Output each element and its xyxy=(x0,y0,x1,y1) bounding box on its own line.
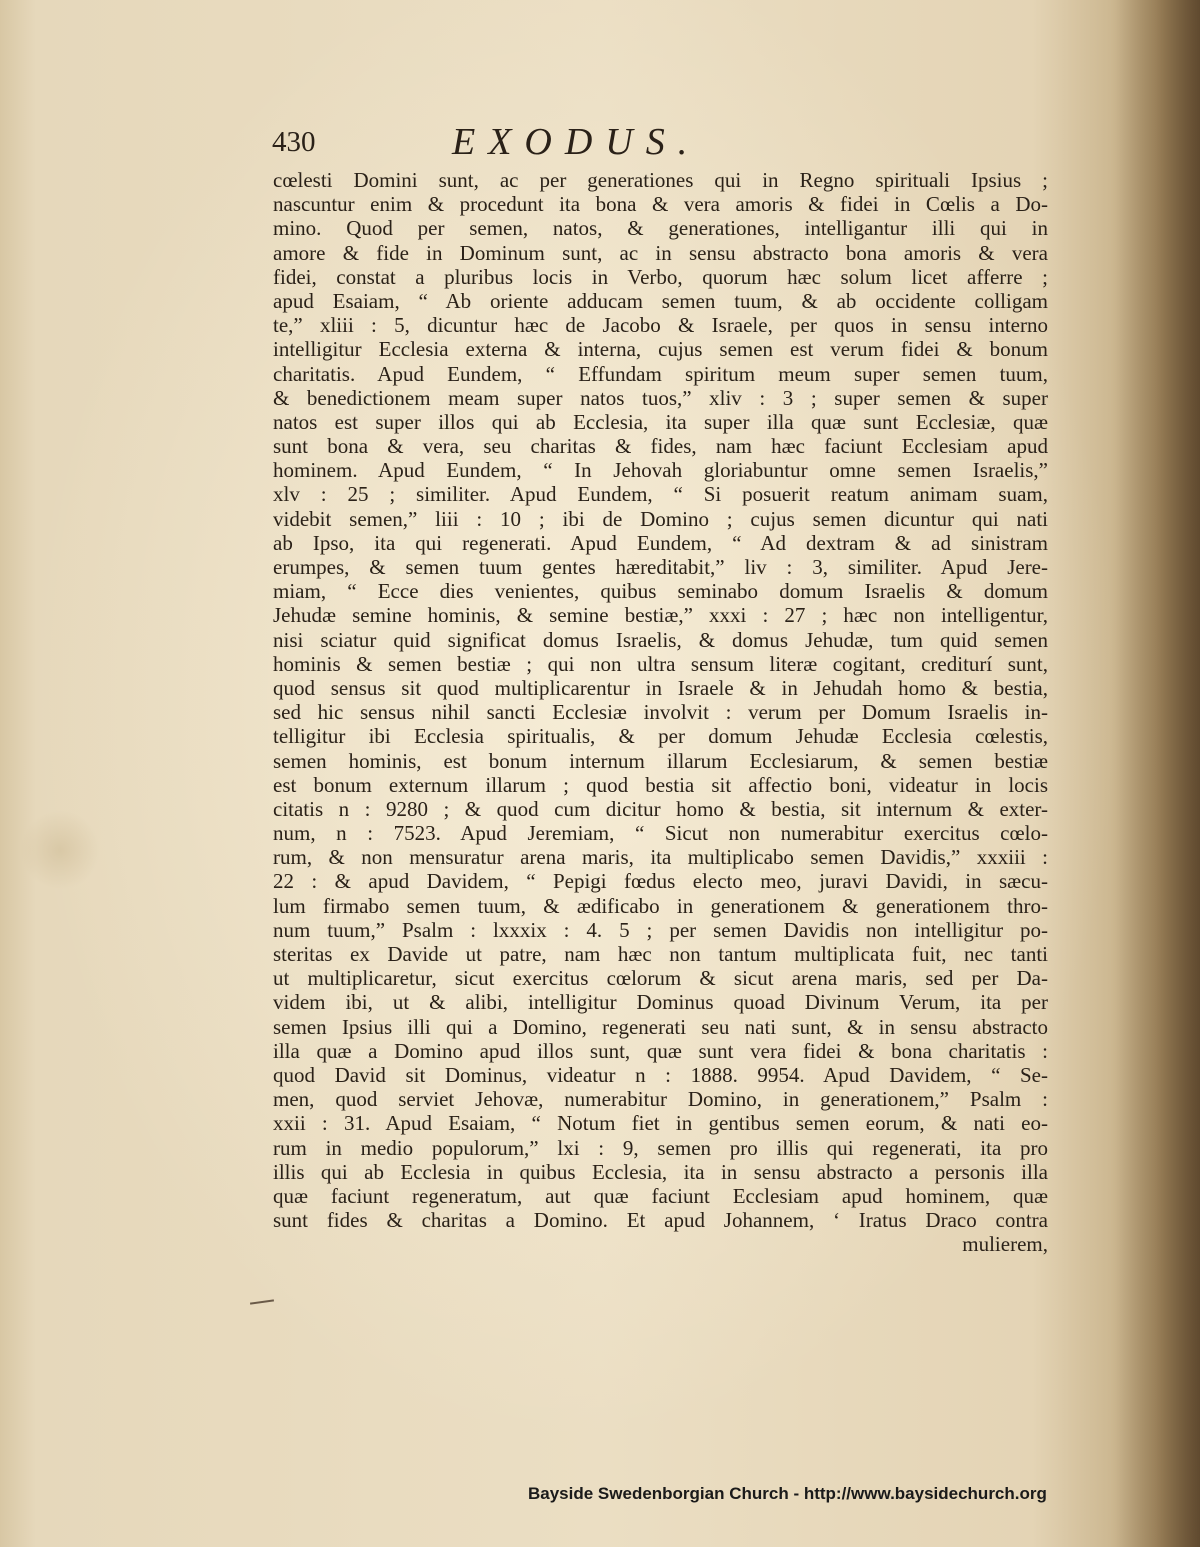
text-line: quod sensus sit quod multiplicarentur in Israele & in Jehudah homo & bestia, xyxy=(273,675,1048,700)
text-line: illa quæ a Domino apud illos sunt, quæ sunt vera fidei & bona charitatis : xyxy=(273,1038,1048,1063)
text-line: hominis & semen bestiæ ; qui non ultra sensum literæ cogitant, crediturí sunt, xyxy=(273,651,1048,676)
footer-credit: Bayside Swedenborgian Church - http://www.baysidechurch.org xyxy=(528,1484,1047,1503)
text-line: num tuum,” Psalm : lxxxix : 4. 5 ; per semen Davidis non intelligitur po- xyxy=(273,917,1048,942)
text-line: amore & fide in Dominum sunt, ac in sensu abstracto bona amoris & vera xyxy=(273,240,1048,265)
text-line: illis qui ab Ecclesia in quibus Ecclesia, ita in sensu abstracto a personis illa xyxy=(273,1159,1048,1184)
text-line: xxii : 31. Apud Esaiam, “ Notum fiet in gentibus semen eorum, & nati eo- xyxy=(273,1111,1048,1136)
page-number: 430 xyxy=(272,126,316,158)
text-line: xlv : 25 ; similiter. Apud Eundem, “ Si posuerit reatum animam suam, xyxy=(273,482,1048,507)
spine-shadow xyxy=(1110,0,1200,1547)
text-line: rum in medio populorum,” lxi : 9, semen pro illis qui regenerati, ita pro xyxy=(273,1135,1048,1160)
text-line: steritas ex Davide ut patre, nam hæc non tantum multiplicata fuit, nec tanti xyxy=(273,942,1048,966)
text-line: quod David sit Dominus, videatur n : 1888. 9954. Apud Davidem, “ Se- xyxy=(273,1062,1048,1087)
text-line: sed hic sensus nihil sancti Ecclesiæ involvit : verum per Domum Israelis in- xyxy=(273,700,1048,725)
text-line: ab Ipso, ita qui regenerati. Apud Eundem, “ Ad dextram & ad sinistram xyxy=(273,530,1048,555)
text-line: cœlesti Domini sunt, ac per generationes qui in Regno spirituali Ipsius ; xyxy=(273,168,1048,192)
text-line: num, n : 7523. Apud Jeremiam, “ Sicut non numerabitur exercitus cœlo- xyxy=(273,821,1048,846)
text-line: natos est super illos qui ab Ecclesia, ita super illa quæ sunt Ecclesiæ, quæ xyxy=(273,409,1048,434)
text-line: videbit semen,” liii : 10 ; ibi de Domino ; cujus semen dicuntur qui nati xyxy=(273,506,1048,531)
text-line: & benedictionem meam super natos tuos,” xliv : 3 ; super semen & super xyxy=(273,385,1048,410)
body-text xyxy=(273,168,1048,1256)
text-line: hominem. Apud Eundem, “ In Jehovah gloriabuntur omne semen Israelis,” xyxy=(273,458,1048,483)
text-line: miam, “ Ecce dies venientes, quibus seminabo domum Israelis & domum xyxy=(273,579,1048,604)
margin-pencil-mark xyxy=(250,1299,274,1304)
text-line: citatis n : 9280 ; & quod cum dicitur homo & bestia, sit internum & exter- xyxy=(273,796,1048,821)
text-line: charitatis. Apud Eundem, “ Effundam spiritum meum super semen tuum, xyxy=(273,361,1048,386)
text-line: Jehudæ semine hominis, & semine bestiæ,” xxxi : 27 ; hæc non intelligentur, xyxy=(273,603,1048,628)
text-line: quæ faciunt regeneratum, aut quæ faciunt Ecclesiam apud hominem, quæ xyxy=(273,1183,1048,1208)
text-line: semen Ipsius illi qui a Domino, regenerati seu nati sunt, & in sensu abstracto xyxy=(273,1014,1048,1039)
paper-stain xyxy=(20,810,100,890)
text-line: telligitur ibi Ecclesia spiritualis, & per domum Jehudæ Ecclesia cœlestis, xyxy=(273,724,1048,749)
text-line: est bonum externum illarum ; quod bestia sit affectio boni, videatur in locis xyxy=(273,772,1048,797)
running-title: EXODUS. xyxy=(452,121,701,163)
text-line: sunt fides & charitas a Domino. Et apud Johannem, ‘ Iratus Draco contra xyxy=(273,1208,1048,1233)
text-line: nascuntur enim & procedunt ita bona & vera amoris & fidei in Cœlis a Do- xyxy=(273,192,1048,217)
text-line: men, quod serviet Jehovæ, numerabitur Domino, in generationem,” Psalm : xyxy=(273,1087,1048,1112)
text-line: erumpes, & semen tuum gentes hæreditabit,” liv : 3, similiter. Apud Jere- xyxy=(273,555,1048,579)
text-line: 22 : & apud Davidem, “ Pepigi fœdus electo meo, juravi Davidi, in sæcu- xyxy=(273,869,1048,894)
text-line: mino. Quod per semen, natos, & generationes, intelligantur illi qui in xyxy=(273,216,1048,241)
text-line: te,” xliii : 5, dicuntur hæc de Jacobo & Israele, per quos in sensu interno xyxy=(273,313,1048,338)
text-line: lum firmabo semen tuum, & ædificabo in generationem & generationem thro- xyxy=(273,893,1048,918)
text-line: rum, & non mensuratur arena maris, ita multiplicabo semen Davidis,” xxxiii : xyxy=(273,845,1048,870)
text-line: sunt bona & vera, seu charitas & fides, nam hæc faciunt Ecclesiam apud xyxy=(273,434,1048,459)
text-line: semen hominis, est bonum internum illarum Ecclesiarum, & semen bestiæ xyxy=(273,748,1048,773)
text-line: ut multiplicaretur, sicut exercitus cœlorum & sicut arena maris, sed per Da- xyxy=(273,966,1048,991)
catchword: mulierem, xyxy=(962,1232,1048,1257)
text-line: nisi sciatur quid significat domus Israelis, & domus Jehudæ, tum quid semen xyxy=(273,627,1048,652)
text-line: fidei, constat a pluribus locis in Verbo, quorum hæc solum licet afferre ; xyxy=(273,264,1048,289)
text-line: videm ibi, ut & alibi, intelligitur Dominus quoad Divinum Verum, ita per xyxy=(273,990,1048,1015)
page-header xyxy=(272,118,1072,168)
text-line: intelligitur Ecclesia externa & interna, cujus semen est verum fidei & bonum xyxy=(273,337,1048,362)
text-line: apud Esaiam, “ Ab oriente adducam semen tuum, & ab occidente colligam xyxy=(273,288,1048,313)
